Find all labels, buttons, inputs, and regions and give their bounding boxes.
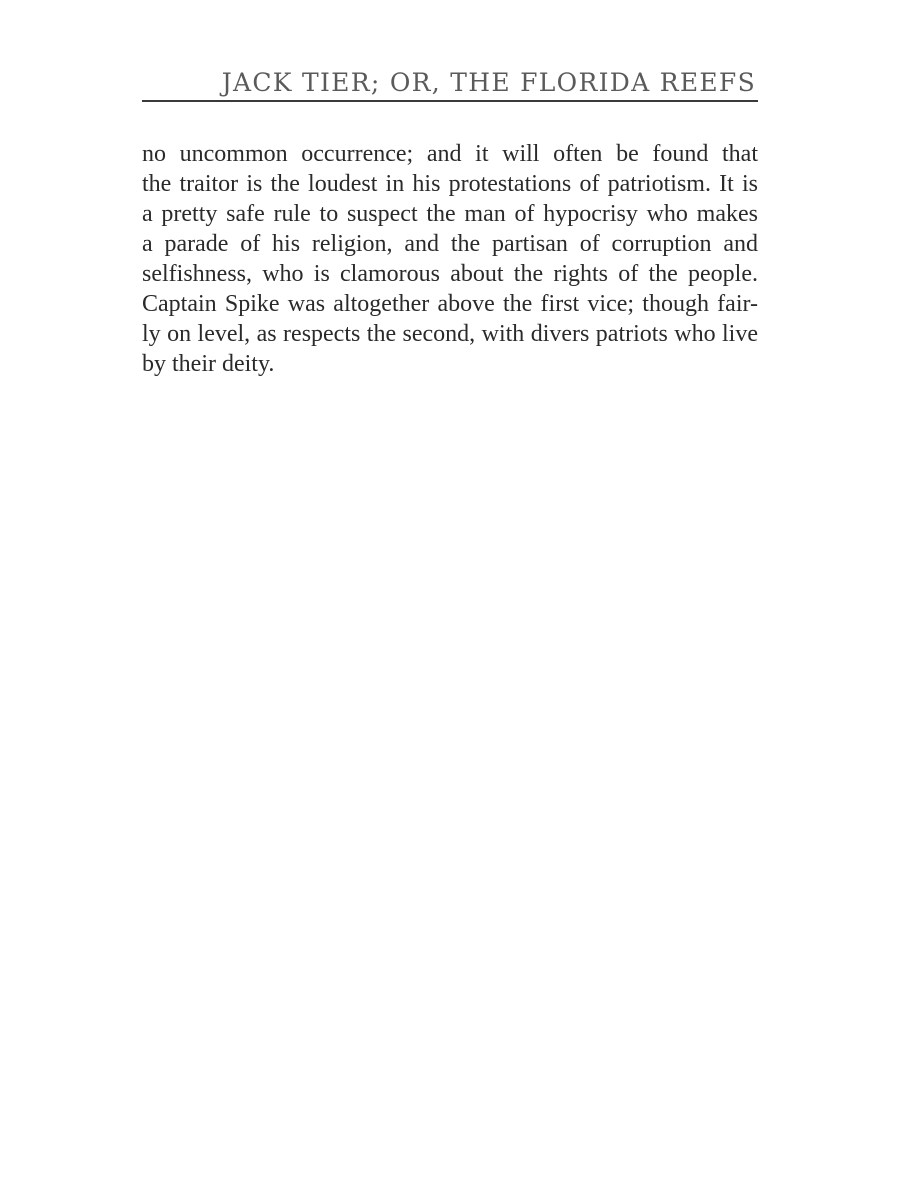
text-line: ly on level, as respects the second, with divers patriots who live <box>142 321 758 347</box>
text-line: a parade of his religion, and the partisan of corruption and <box>142 231 758 257</box>
text-line: by their deity. <box>142 351 275 377</box>
text-line: no uncommon occurrence; and it will often be found that <box>142 141 758 167</box>
text-line: a pretty safe rule to suspect the man of hypocrisy who makes <box>142 201 758 227</box>
running-head-title: JACK TIER; OR, THE FLORIDA REEFS <box>221 68 756 97</box>
text-line: Captain Spike was altogether above the first vice; though fair- <box>142 291 758 317</box>
text-line: the traitor is the loudest in his protestations of patriotism. It is <box>142 171 758 197</box>
body-text <box>142 139 758 379</box>
running-head <box>142 62 758 102</box>
text-line: selfishness, who is clamorous about the rights of the people. <box>142 261 758 287</box>
